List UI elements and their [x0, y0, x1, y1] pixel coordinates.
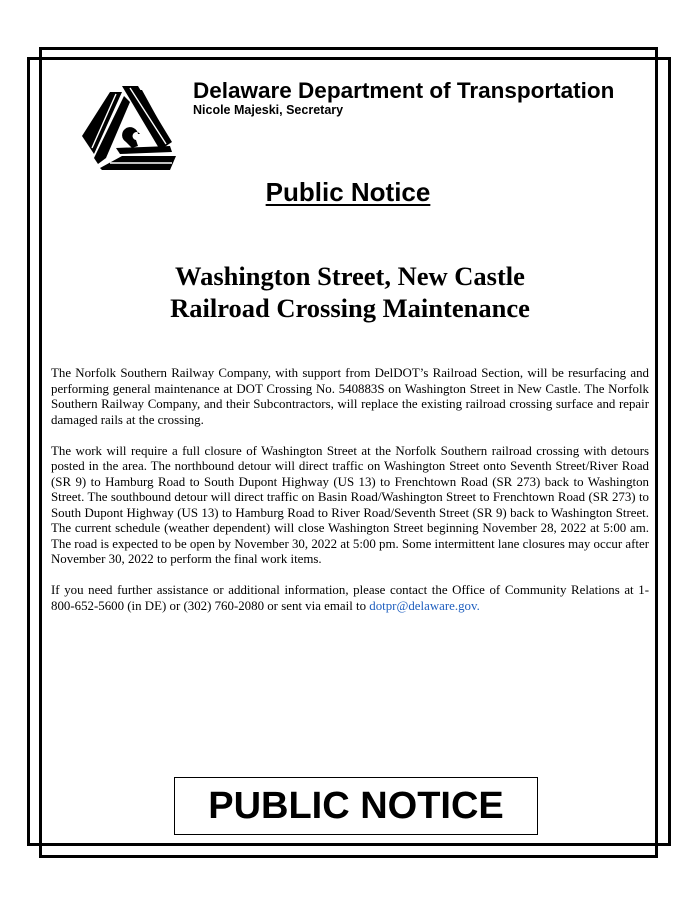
contact-text: If you need further assistance or additional information, please contact the Office of Community Relations at 1-800-652-5600 (in DE) or (302) 760-2080 or sent via email to	[51, 583, 649, 613]
project-title-line-1: Washington Street, New Castle	[175, 261, 525, 291]
project-title-line-2: Railroad Crossing Maintenance	[170, 293, 530, 323]
body-paragraph-1: The Norfolk Southern Railway Company, with support from DelDOT’s Railroad Section, will be resurfacing and performing general maintenance at DOT Crossing No. 540883S on Washington Street in New Castle. The Norfolk Southern Railway Company, and their Subcontractors, will replace the existing railroad crossing surface and repair damaged rails at the crossing.	[51, 366, 649, 427]
body-paragraph-2: The work will require a full closure of Washington Street at the Norfolk Southern railroad crossing with detours posted in the area. The northbound detour will direct traffic on Washington Street onto Seventh Street/River Road (SR 9) to Hamburg Road to South Dupont Highway (US 13) to Frenchtown Road (SR 273) back to Washington Street. The southbound detour will direct traffic on Basin Road/Washington Street to Frenchtown Road (SR 273) to South Dupont Highway (US 13) to Hamburg Road to River Road/Seventh Street (SR 9) back to Washington Street. The current schedule (weather dependent) will close Washington Street beginning November 28, 2022 at 5:00 am. The road is expected to be open by November 30, 2022 at 5:00 pm. Some intermittent lane closures may occur after November 30, 2022 to perform the final work items.	[51, 443, 649, 566]
notice-body	[51, 366, 649, 630]
contact-email-link[interactable]: dotpr@delaware.gov.	[369, 598, 480, 613]
public-notice-banner	[174, 777, 538, 835]
notice-heading-text: Public Notice	[265, 177, 431, 207]
body-paragraph-3	[51, 583, 649, 614]
public-notice-banner-text: PUBLIC NOTICE	[208, 784, 504, 827]
project-title	[0, 260, 696, 324]
notice-heading	[0, 175, 696, 209]
agency-name: Delaware Department of Transportation	[193, 78, 615, 103]
deldot-logo-icon	[80, 84, 178, 172]
secretary-line: Nicole Majeski, Secretary	[193, 103, 344, 117]
